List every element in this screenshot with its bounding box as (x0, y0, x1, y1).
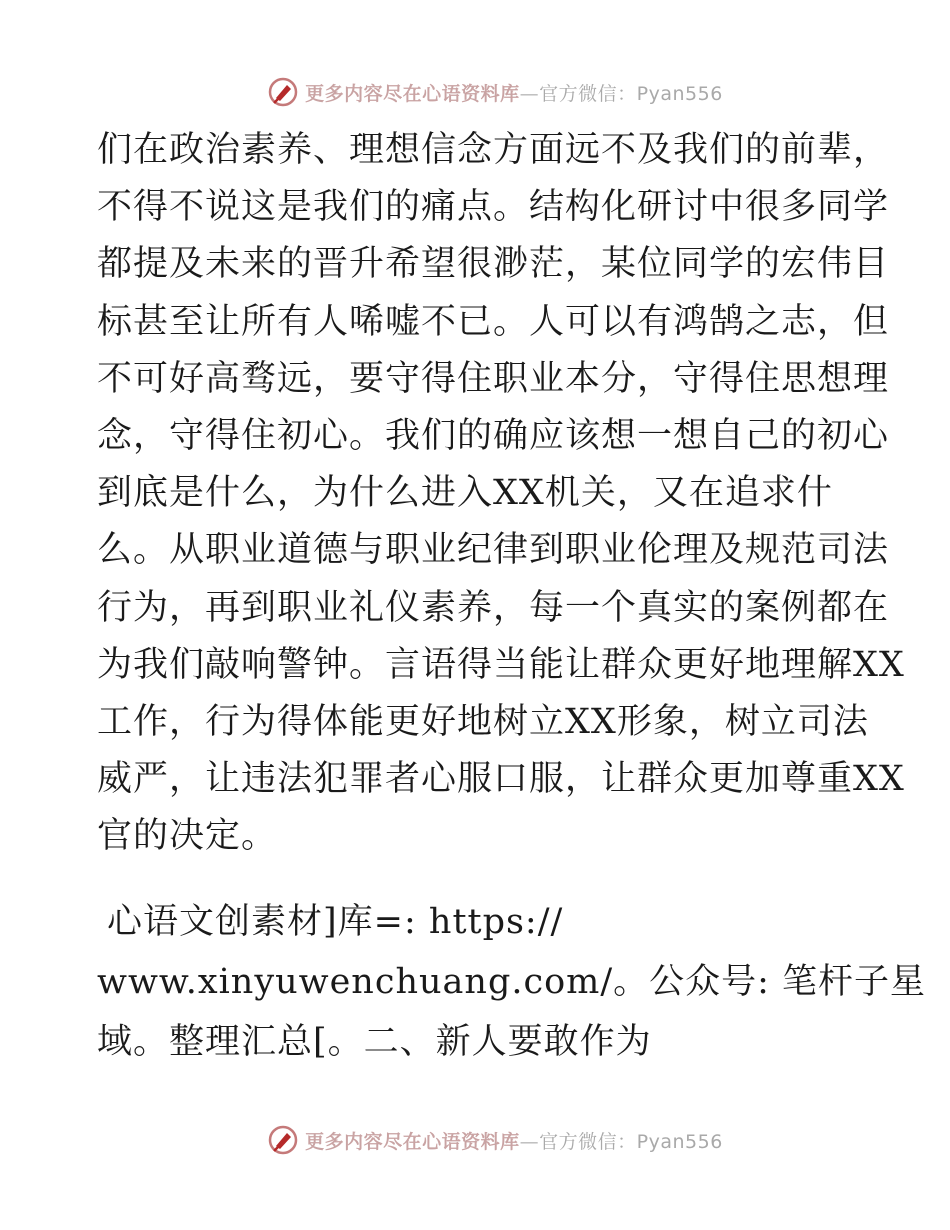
body-line: 不得不说这是我们的痛点。结构化研讨中很多同学 (97, 187, 890, 228)
promo-text (97, 892, 927, 1072)
body-line: 么。从职业道德与职业纪律到职业伦理及规范司法 (97, 530, 890, 571)
body-text (97, 122, 905, 865)
header-banner-sep: — (519, 82, 540, 105)
header-banner-contact: 官方微信：Pyan556 (539, 82, 723, 105)
body-line: 官的决定。 (97, 816, 278, 857)
header-banner-main: 更多内容尽在心语资料库 (305, 82, 520, 105)
body-line: 念，守得住初心。我们的确应该想一想自己的初心 (97, 415, 890, 456)
header-banner (0, 72, 950, 112)
promo-line: 域。整理汇总[。二、新人要敢作为 (97, 1022, 652, 1062)
footer-banner-inner (267, 1124, 723, 1156)
promo-line: 心语文创素材]库=: https:// (107, 902, 564, 942)
pen-nib-logo-icon (267, 1124, 299, 1156)
body-line: 行为，再到职业礼仪素养，每一个真实的案例都在 (97, 587, 890, 628)
footer-banner-text (305, 1127, 723, 1154)
pen-nib-logo-icon (267, 76, 299, 108)
body-line: 工作，行为得体能更好地树立XX形象，树立司法 (97, 701, 869, 742)
footer-banner-main: 更多内容尽在心语资料库 (305, 1130, 520, 1153)
promo-line: www.xinyuwenchuang.com/。公众号: 笔杆子星 (97, 962, 927, 1002)
body-line: 标甚至让所有人唏嘘不已。人可以有鸿鹄之志，但 (97, 301, 890, 342)
header-banner-text (305, 79, 723, 106)
body-line: 们在政治素养、理想信念方面远不及我们的前辈， (97, 130, 890, 170)
header-banner-inner (267, 76, 723, 108)
body-line: 为我们敲响警钟。言语得当能让群众更好地理解XX (97, 644, 905, 685)
body-line: 到底是什么，为什么进入XX机关，又在追求什 (97, 473, 833, 514)
footer-banner-contact: 官方微信：Pyan556 (539, 1130, 723, 1153)
footer-banner (0, 1120, 950, 1160)
body-line: 不可好高骛远，要守得住职业本分，守得住思想理 (97, 358, 890, 399)
body-line: 威严，让违法犯罪者心服口服，让群众更加尊重XX (97, 759, 905, 800)
footer-banner-sep: — (519, 1130, 540, 1153)
body-line: 都提及未来的晋升希望很渺茫，某位同学的宏伟目 (97, 244, 890, 285)
